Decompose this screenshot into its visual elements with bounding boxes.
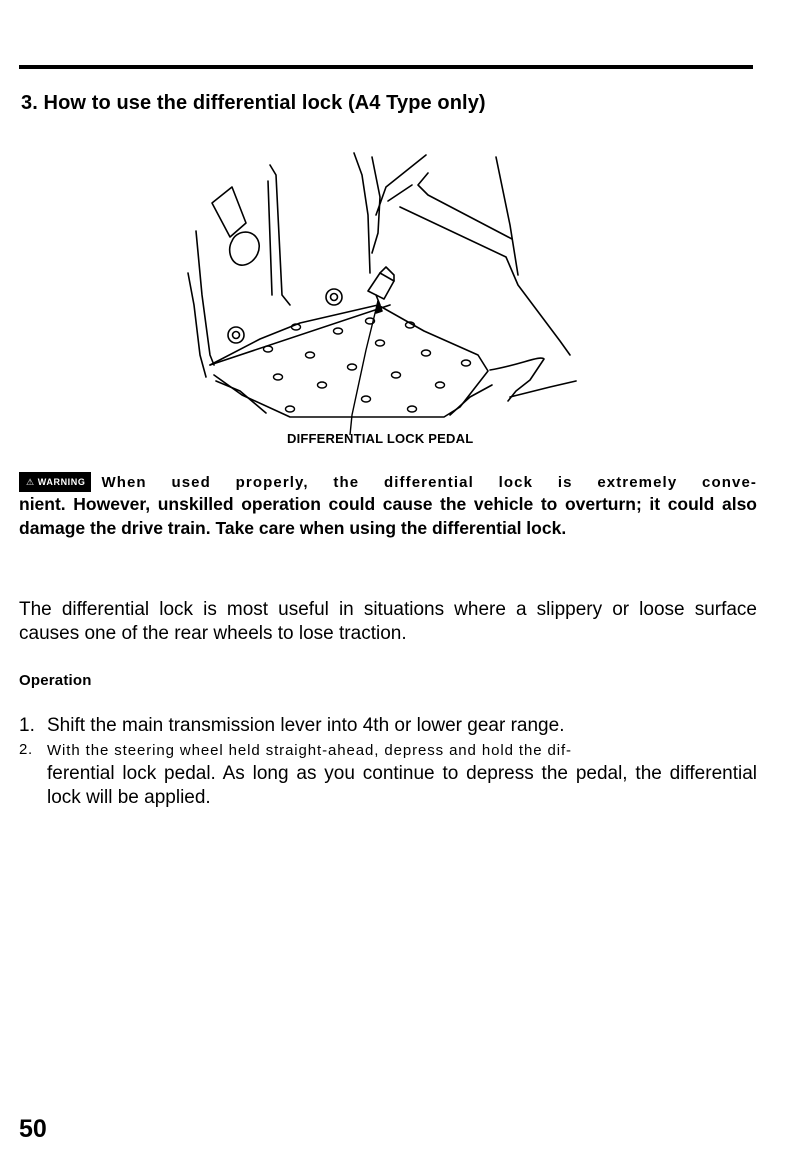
warning-block <box>19 472 757 540</box>
top-rule <box>19 65 753 69</box>
step-text-first-line: With the steering wheel held straight-ahead, depress and hold the dif- <box>47 742 572 759</box>
operation-steps <box>19 714 757 810</box>
warning-text-rest: nient. However, unskilled operation could cause the vehicle to overturn; it could also damage the drive train. Take care when using the differential lock. <box>19 494 757 538</box>
step-number: 2. <box>19 741 33 758</box>
intro-paragraph: The differential lock is most useful in situations where a slippery or loose surface causes one of the rear wheels to lose traction. <box>19 599 757 644</box>
warning-first-line <box>19 472 757 492</box>
step-number: 1. <box>19 715 35 736</box>
step-text-rest: ferential lock pedal. As long as you continue to depress the pedal, the differential lock will be applied. <box>47 763 757 808</box>
list-item <box>19 740 757 810</box>
differential-lock-pedal-illustration <box>180 145 600 435</box>
section-heading: 3. How to use the differential lock (A4 Type only) <box>21 92 486 114</box>
warning-text-first: When used properly, the differential lock is extremely conve- <box>101 474 757 491</box>
warning-badge: ⚠ WARNING <box>19 472 91 492</box>
page-number: 50 <box>19 1115 47 1143</box>
figure-caption: DIFFERENTIAL LOCK PEDAL <box>287 431 474 446</box>
step-text: Shift the main transmission lever into 4th or lower gear range. <box>47 715 565 736</box>
operation-heading: Operation <box>19 672 92 689</box>
list-item <box>19 714 757 738</box>
